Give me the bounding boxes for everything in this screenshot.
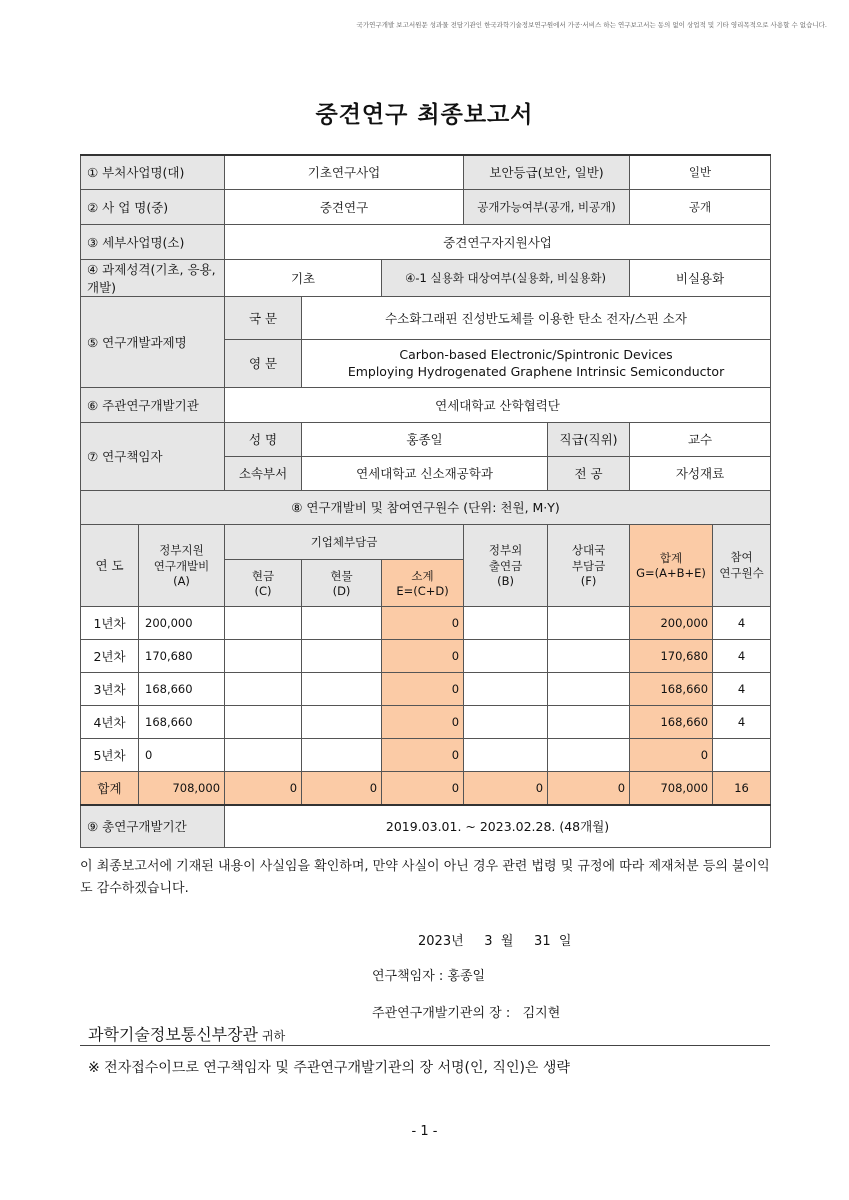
- value: 비실용화: [630, 259, 771, 296]
- cell-inkind: [302, 606, 382, 639]
- budget-sum-row: [81, 771, 771, 805]
- cell-cash: 0: [225, 771, 302, 805]
- cell-people: 16: [713, 771, 771, 805]
- cell-year: 1년차: [81, 606, 139, 639]
- value: 수소화그래핀 진성반도체를 이용한 탄소 전자/스핀 소자: [302, 296, 771, 339]
- cell-cash: [225, 738, 302, 771]
- cell-year: 2년차: [81, 639, 139, 672]
- header-line: 연구원수: [719, 566, 764, 580]
- row-lead-institution: [81, 387, 771, 422]
- budget-rows: [81, 606, 771, 771]
- header-nongov: [464, 524, 548, 606]
- label: 성 명: [225, 422, 302, 456]
- header-line: 부담금: [571, 559, 606, 573]
- cell-inkind: 0: [302, 771, 382, 805]
- cell-subtotal: 0: [382, 771, 464, 805]
- page-title: 중견연구 최종보고서: [315, 102, 534, 128]
- label: ⑥ 주관연구개발기관: [81, 387, 225, 422]
- cell-nongov: [464, 672, 548, 705]
- label: ③ 세부사업명(소): [81, 224, 225, 259]
- report-info-table: [80, 154, 771, 848]
- cell-inkind: [302, 738, 382, 771]
- cell-total: 168,660: [630, 672, 713, 705]
- header-line: (A): [173, 574, 190, 588]
- value: 자성재료: [630, 456, 771, 490]
- label: 국 문: [225, 296, 302, 339]
- value: 연세대학교 산학협력단: [225, 387, 771, 422]
- cell-year: 합계: [81, 771, 139, 805]
- cell-partner: [548, 705, 630, 738]
- header-line: 출연금: [488, 559, 523, 573]
- cell-gov: 0: [139, 738, 225, 771]
- cell-subtotal: 0: [382, 738, 464, 771]
- header-people: [713, 524, 771, 606]
- addressee: [88, 1022, 285, 1045]
- cell-partner: [548, 639, 630, 672]
- cell-subtotal: 0: [382, 672, 464, 705]
- label: ② 사 업 명(중): [81, 189, 225, 224]
- row-program-name: [81, 189, 771, 224]
- cell-people: 4: [713, 672, 771, 705]
- cell-cash: [225, 639, 302, 672]
- header-year: 연 도: [81, 524, 139, 606]
- row-project-title-kor: [81, 296, 771, 339]
- label: ① 부처사업명(대): [81, 155, 225, 189]
- header-total: [630, 524, 713, 606]
- cell-people: 4: [713, 639, 771, 672]
- value: 기초연구사업: [225, 155, 464, 189]
- cell-gov: 200,000: [139, 606, 225, 639]
- budget-row: [81, 639, 771, 672]
- header-gov: [139, 524, 225, 606]
- row-period: [81, 805, 771, 847]
- header-line: 상대국: [571, 543, 606, 557]
- header-line: (D): [332, 583, 351, 598]
- value: 홍종일: [302, 422, 548, 456]
- copyright-notice: 국가연구개발 보고서원문 성과물 전담기관인 한국과학기술정보연구원에서 가공·서비스 하는 연구보고서는 동의 없이 상업적 및 기타 영리목적으로 사용할 수 없습니다.: [356, 21, 827, 29]
- cell-total: 170,680: [630, 639, 713, 672]
- cell-total: 200,000: [630, 606, 713, 639]
- header-line: G=(A+B+E): [636, 566, 706, 580]
- cell-total: 708,000: [630, 771, 713, 805]
- cell-subtotal: 0: [382, 606, 464, 639]
- cell-subtotal: 0: [382, 639, 464, 672]
- header-line: (B): [497, 574, 514, 588]
- cell-inkind: [302, 672, 382, 705]
- cell-people: 4: [713, 705, 771, 738]
- header-company: 기업체부담금: [225, 524, 464, 559]
- value: 기초: [225, 259, 382, 296]
- value: 일반: [630, 155, 771, 189]
- cell-nongov: [464, 639, 548, 672]
- cell-cash: [225, 705, 302, 738]
- cell-total: 0: [630, 738, 713, 771]
- page-number: - 1 -: [411, 1124, 438, 1139]
- value: 2019.03.01. ~ 2023.02.28. (48개월): [225, 805, 771, 847]
- budget-header-row-1: [81, 524, 771, 559]
- header-cash: [225, 559, 302, 606]
- cell-nongov: 0: [464, 771, 548, 805]
- row-budget-title: [81, 490, 771, 524]
- section-heading: ⑧ 연구개발비 및 참여연구원수 (단위: 천원, M·Y): [81, 490, 771, 524]
- cell-year: 3년차: [81, 672, 139, 705]
- cell-gov: 168,660: [139, 672, 225, 705]
- header-line: E=(C+D): [396, 583, 449, 598]
- cell-gov: 708,000: [139, 771, 225, 805]
- label: ④ 과제성격(기초, 응용, 개발): [81, 259, 225, 296]
- label: 소속부서: [225, 456, 302, 490]
- header-inkind: [302, 559, 382, 606]
- cell-partner: [548, 606, 630, 639]
- report-date: 2023년 3 월 31 일: [418, 934, 572, 949]
- cell-gov: 170,680: [139, 639, 225, 672]
- header-line: 연구개발비: [153, 559, 210, 573]
- value: 중견연구: [225, 189, 464, 224]
- cell-year: 4년차: [81, 705, 139, 738]
- label: 직급(직위): [548, 422, 630, 456]
- eng-title-line: Employing Hydrogenated Graphene Intrinsic Semiconductor: [347, 364, 725, 379]
- header-line: 합계: [659, 551, 683, 565]
- minister-name: 과학기술정보통신부장관: [88, 1025, 259, 1044]
- cell-people: 4: [713, 606, 771, 639]
- header-line: (C): [254, 583, 272, 598]
- header-line: 정부지원: [159, 543, 204, 557]
- budget-row: [81, 672, 771, 705]
- cell-year: 5년차: [81, 738, 139, 771]
- institution-head-line: 주관연구개발기관의 장 : 김지현: [372, 1006, 561, 1021]
- value: 공개: [630, 189, 771, 224]
- value: [302, 339, 771, 387]
- label: 전 공: [548, 456, 630, 490]
- label: 영 문: [225, 339, 302, 387]
- cell-people: [713, 738, 771, 771]
- cell-cash: [225, 606, 302, 639]
- header-line: 정부외: [488, 543, 523, 557]
- value: 중견연구자지원사업: [225, 224, 771, 259]
- header-subtotal: [382, 559, 464, 606]
- header-line: (F): [580, 574, 597, 588]
- header-partner: [548, 524, 630, 606]
- cell-gov: 168,660: [139, 705, 225, 738]
- addressee-suffix: 귀하: [262, 1029, 286, 1043]
- divider: [80, 1045, 770, 1046]
- cell-inkind: [302, 705, 382, 738]
- cell-cash: [225, 672, 302, 705]
- cell-subtotal: 0: [382, 705, 464, 738]
- researcher-line: 연구책임자 : 홍종일: [372, 969, 486, 984]
- cell-inkind: [302, 639, 382, 672]
- header-line: 참여: [730, 550, 753, 564]
- budget-row: [81, 705, 771, 738]
- cell-total: 168,660: [630, 705, 713, 738]
- header-line: 현물: [330, 568, 353, 583]
- cell-partner: [548, 738, 630, 771]
- budget-row: [81, 738, 771, 771]
- row-ministry-program: [81, 155, 771, 189]
- footnote: ※ 전자접수이므로 연구책임자 및 주관연구개발기관의 장 서명(인, 직인)은 생략: [88, 1060, 570, 1076]
- eng-title-line: Carbon-based Electronic/Spintronic Devices: [399, 347, 673, 362]
- cell-partner: 0: [548, 771, 630, 805]
- row-project-nature: [81, 259, 771, 296]
- cell-nongov: [464, 705, 548, 738]
- label: ④-1 실용화 대상여부(실용화, 비실용화): [382, 259, 630, 296]
- cell-nongov: [464, 606, 548, 639]
- budget-row: [81, 606, 771, 639]
- label: ⑤ 연구개발과제명: [81, 296, 225, 387]
- cell-nongov: [464, 738, 548, 771]
- value: 연세대학교 신소재공학과: [302, 456, 548, 490]
- certification-text: 이 최종보고서에 기재된 내용이 사실임을 확인하며, 만약 사실이 아닌 경우 관련 법령 및 규정에 따라 제재처분 등의 불이익도 감수하겠습니다.: [80, 859, 770, 896]
- label: 공개가능여부(공개, 비공개): [464, 189, 630, 224]
- label: ⑨ 총연구개발기간: [81, 805, 225, 847]
- label: 보안등급(보안, 일반): [464, 155, 630, 189]
- row-pi-name: [81, 422, 771, 456]
- row-sub-program: [81, 224, 771, 259]
- label: ⑦ 연구책임자: [81, 422, 225, 490]
- cell-partner: [548, 672, 630, 705]
- value: 교수: [630, 422, 771, 456]
- header-line: 소계: [411, 568, 434, 583]
- header-line: 현금: [251, 568, 275, 583]
